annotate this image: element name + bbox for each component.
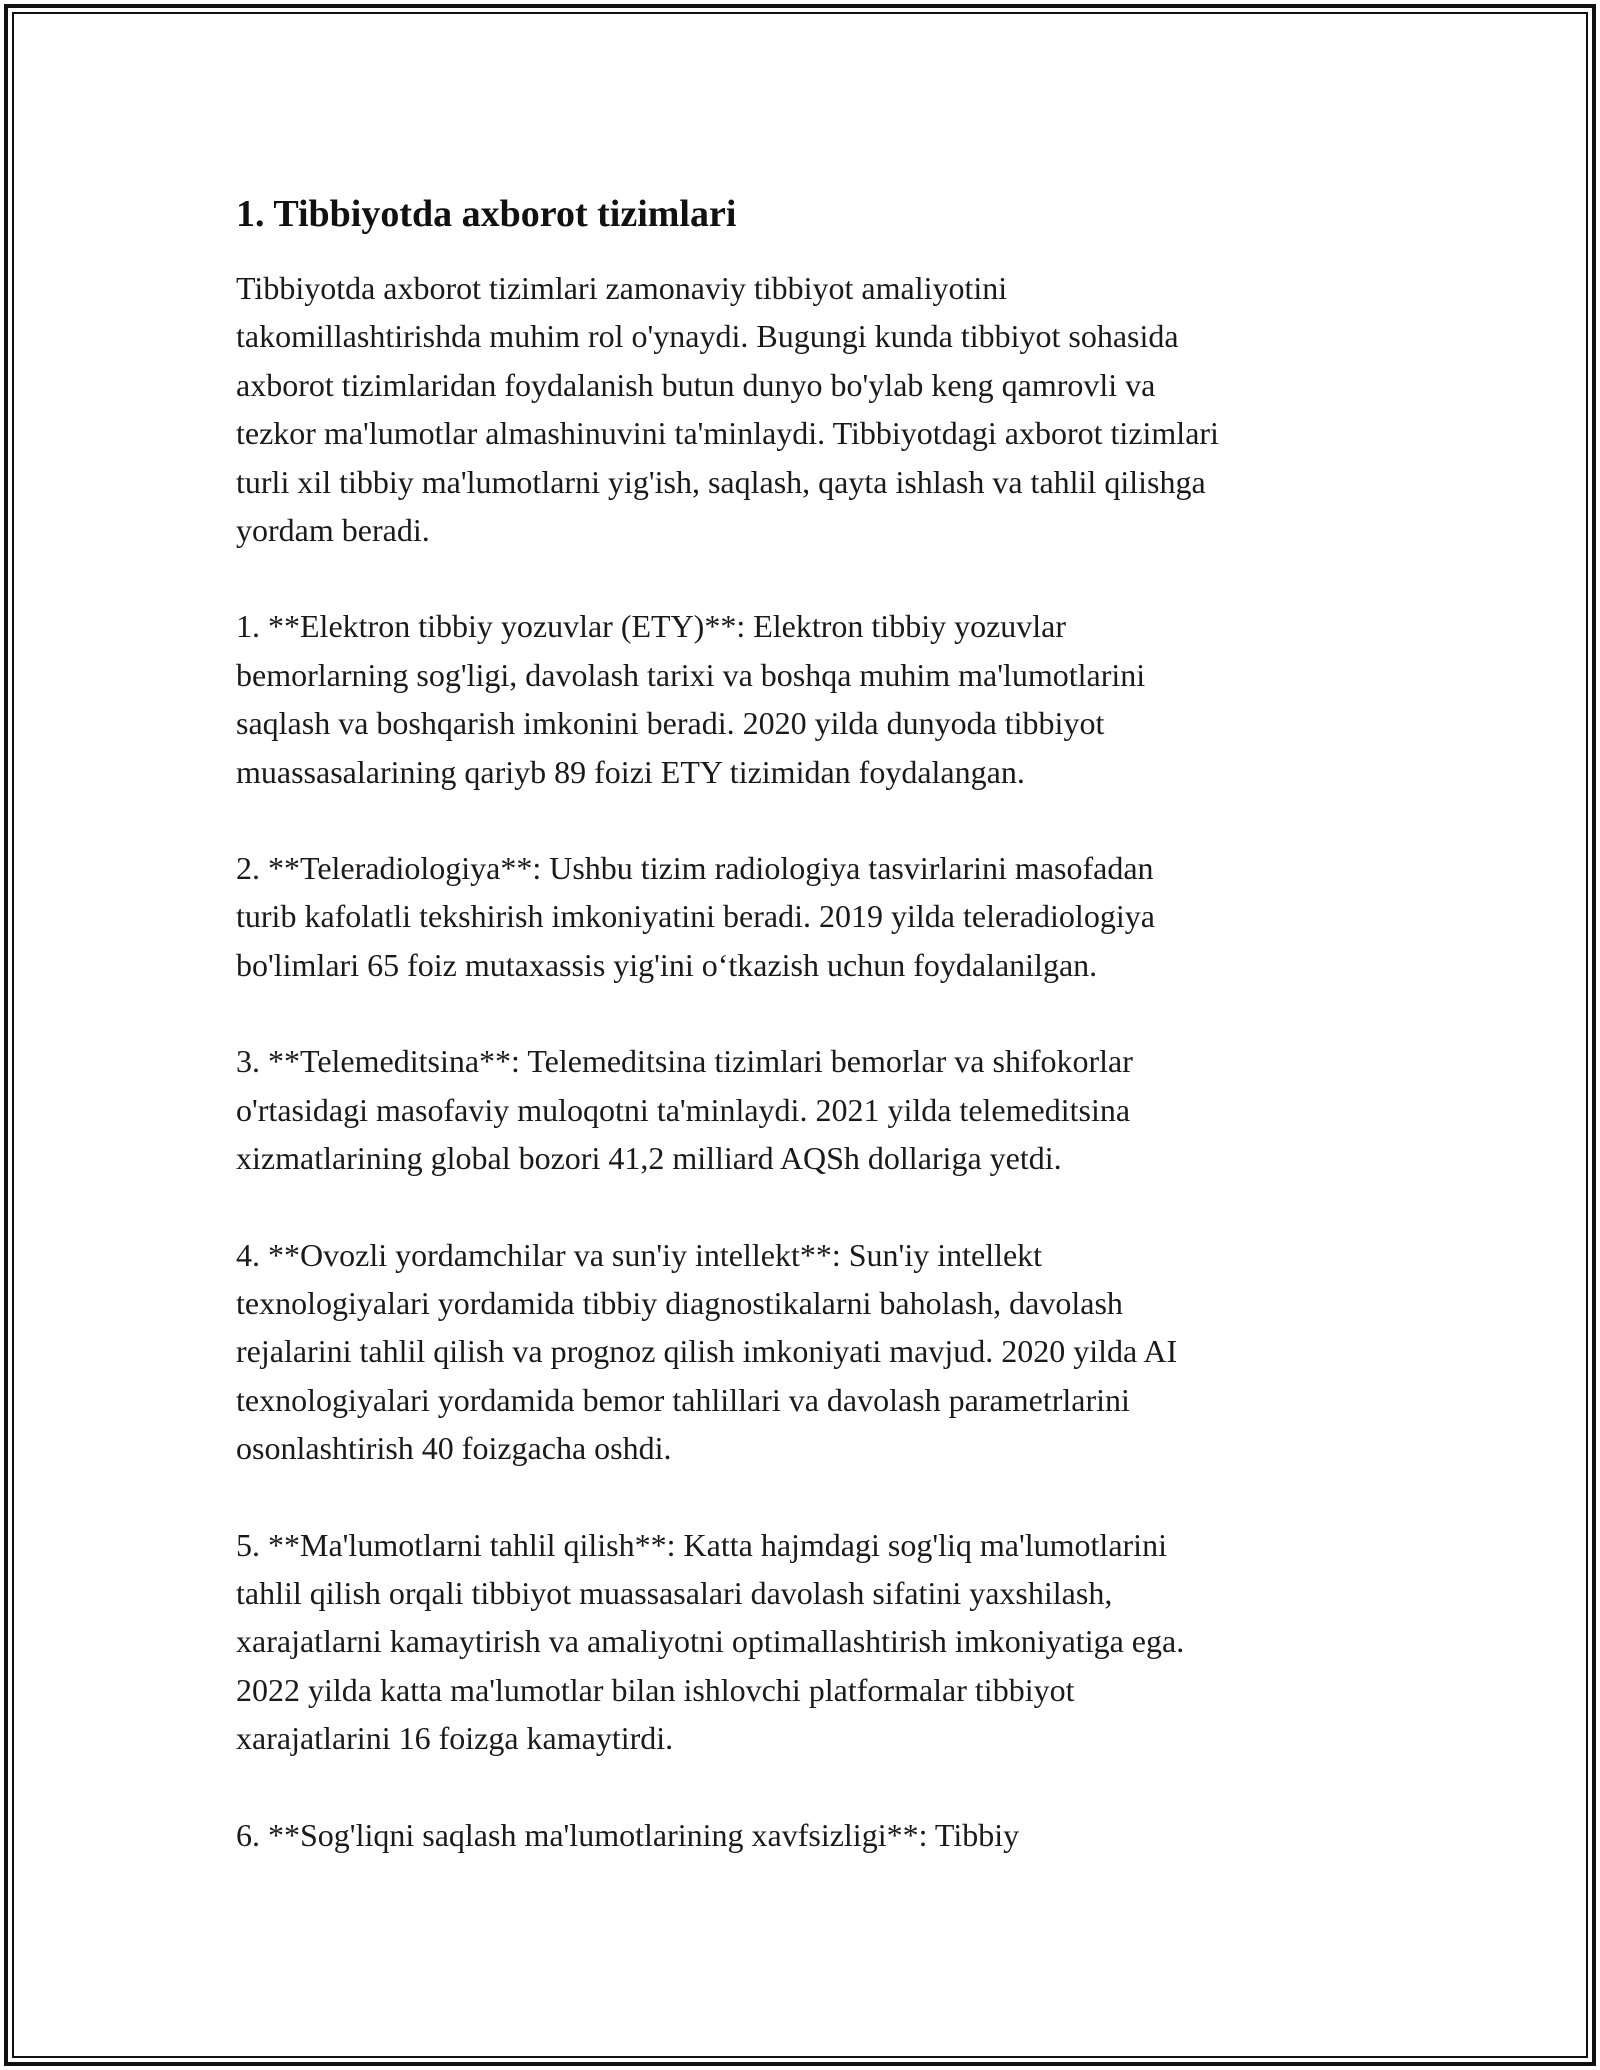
list-item-teleradiology: 2. **Teleradiologiya**: Ushbu tizim radiologiya tasvirlarini masofadan turib kafolatli tekshirish imkoniyatini beradi. 2019 yilda teleradiologiya bo'limlari 65 foiz mutaxassis yig'ini o‘tkazish uchun foydalanilgan. [236,850,1155,983]
list-item-data-analysis: 5. **Ma'lumotlarni tahlil qilish**: Katta hajmdagi sog'liq ma'lumotlarini tahlil qilish orqali tibbiyot muassasalari davolash sifatini yaxshilash, xarajatlarni kamaytirish va amaliyotni optimallashtirish imkoniyatiga ega. 2022 yilda katta ma'lumotlar bilan ishlovchi platformalar tibbiyot xarajatlarini 16 foizga kamaytirdi. [236,1526,1185,1757]
list-item-data-security: 6. **Sog'liqni saqlash ma'lumotlarining xavfsizligi**: Tibbiy [236,1816,1020,1853]
list-item-ety: 1. **Elektron tibbiy yozuvlar (ETY)**: Elektron tibbiy yozuvlar bemorlarning sog'ligi, davolash tarixi va boshqa muhim ma'lumotlarini saqlash va boshqarish imkonini beradi. 2020 yilda dunyoda tibbiyot muassasalarining qariyb 89 foizi ETY tizimidan foydalangan. [236,608,1146,790]
list-item-ai: 4. **Ovozli yordamchilar va sun'iy intellekt**: Sun'iy intellekt texnologiyalari yordamida tibbiy diagnostikalarni baholash, davolash rejalarini tahlil qilish va prognoz qilish imkoniyati mavjud. 2020 yilda AI texnologiyalari yordamida bemor tahlillari va davolash parametrlarini osonlashtirish 40 foizgacha oshdi. [236,1236,1178,1467]
document-body [236,190,1376,1907]
section-heading: 1. Tibbiyotda axborot tizimlari [236,193,737,235]
list-item-telemedicine: 3. **Telemeditsina**: Telemeditsina tizimlari bemorlar va shifokorlar o'rtasidagi masofaviy muloqotni ta'minlaydi. 2021 yilda telemeditsina xizmatlarining global bozori 41,2 milliard AQSh dollariga yetdi. [236,1043,1133,1177]
intro-paragraph: Tibbiyotda axborot tizimlari zamonaviy tibbiyot amaliyotini takomillashtirishda muhim rol o'ynaydi. Bugungi kunda tibbiyot sohasida axborot tizimlaridan foydalanish butun dunyo bo'ylab keng qamrovli va tezkor ma'lumotlar almashinuvini ta'minlaydi. Tibbiyotdagi axborot tizimlari turli xil tibbiy ma'lumotlarni yig'ish, saqlash, qayta ishlash va tahlil qilishga yordam beradi. [236,270,1219,549]
